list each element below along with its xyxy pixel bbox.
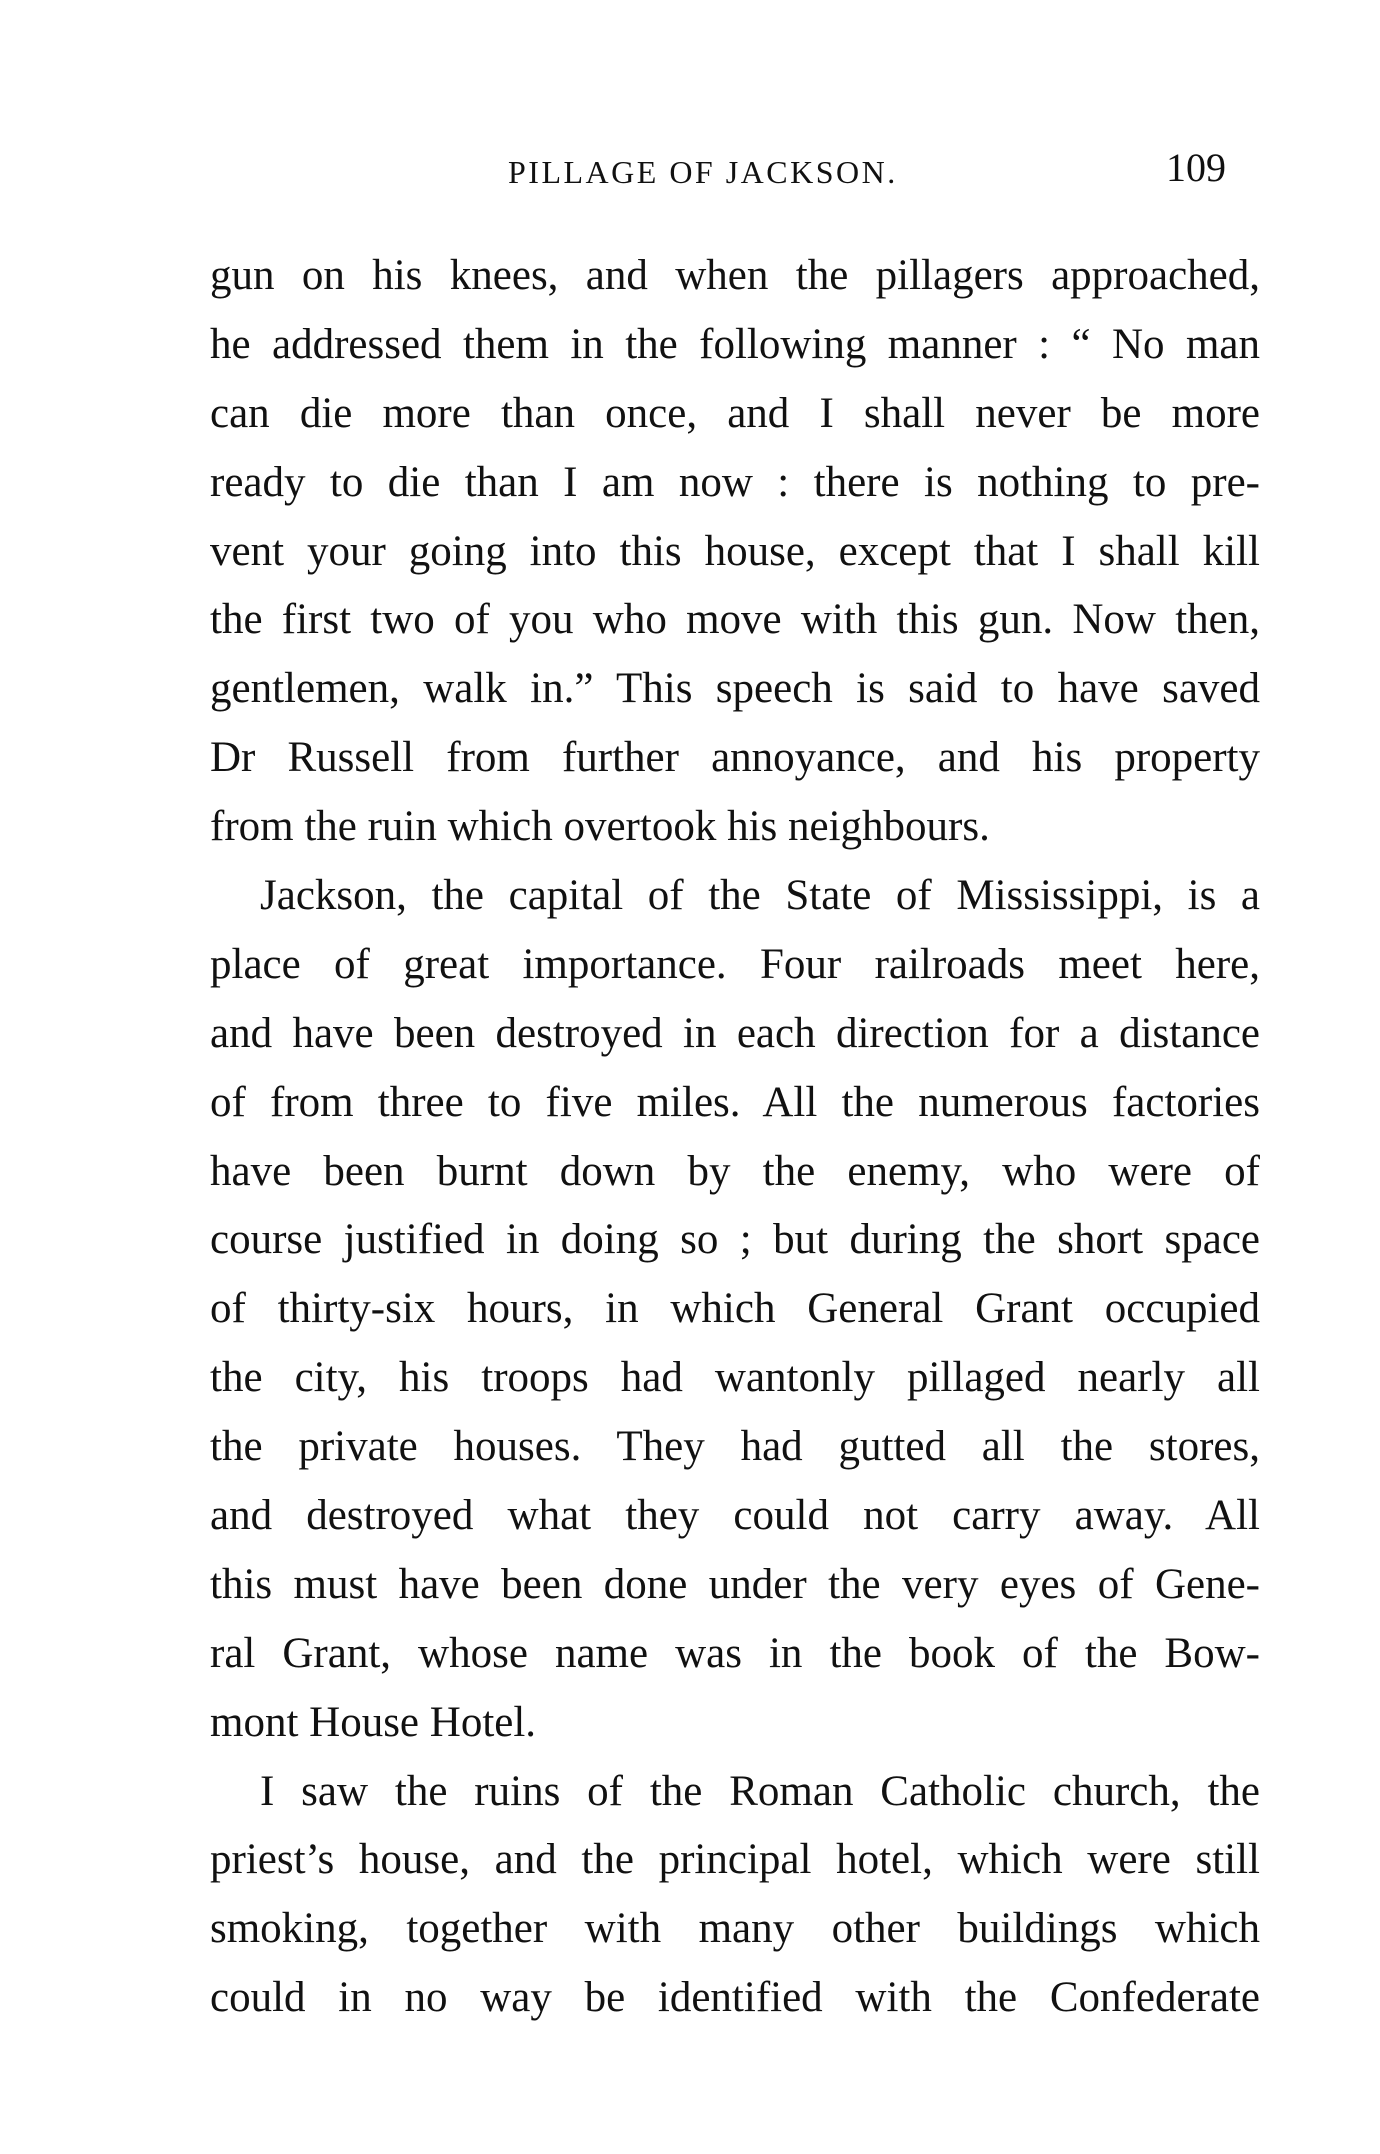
- text-line: this must have been done under the very eyes of Gene-: [210, 1560, 1260, 1608]
- text-line: ready to die than I am now : there is nothing to pre-: [210, 458, 1260, 506]
- text-line: priest’s house, and the principal hotel, which were still: [210, 1836, 1260, 1884]
- text-line: vent your going into this house, except that I shall kill: [210, 527, 1260, 575]
- text-line: ral Grant, whose name was in the book of the Bow-: [210, 1629, 1260, 1677]
- text-line: gun on his knees, and when the pillagers approached,: [210, 252, 1260, 299]
- text-line: smoking, together with many other buildings which: [210, 1905, 1260, 1953]
- text-line: the first two of you who move with this gun. Now then,: [210, 596, 1260, 644]
- text-line: place of great importance. Four railroads meet here,: [210, 940, 1260, 988]
- page-number: 109: [1166, 145, 1226, 190]
- paragraph-jackson: [210, 862, 1260, 1758]
- text-line: have been burnt down by the enemy, who were of: [210, 1147, 1260, 1195]
- text-line: the city, his troops had wantonly pillaged nearly all: [210, 1354, 1260, 1402]
- text-line: and have been destroyed in each direction for a distance: [210, 1009, 1260, 1057]
- text-line: can die more than once, and I shall never be more: [210, 389, 1260, 437]
- text-line: and destroyed what they could not carry away. All: [210, 1492, 1260, 1540]
- paragraph-continued: [210, 242, 1260, 862]
- text-line: Dr Russell from further annoyance, and his property: [210, 734, 1260, 782]
- text-line: could in no way be identified with the Confederate: [210, 1974, 1260, 2022]
- running-title: PILLAGE OF JACKSON.: [508, 154, 898, 190]
- running-head: [0, 138, 1380, 198]
- paragraph-ruins: [210, 1758, 1260, 2034]
- text-line: he addressed them in the following manner : “ No man: [210, 320, 1260, 368]
- text-line: course justified in doing so ; but during the short space: [210, 1216, 1260, 1264]
- text-line: Jackson, the capital of the State of Mississippi, is a: [260, 872, 1260, 920]
- text-line: of from three to five miles. All the numerous factories: [210, 1078, 1260, 1126]
- text-line: of thirty-six hours, in which General Grant occupied: [210, 1285, 1260, 1333]
- text-line: from the ruin which overtook his neighbours.: [210, 803, 990, 851]
- text-line: gentlemen, walk in.” This speech is said to have saved: [210, 665, 1260, 713]
- text-line: the private houses. They had gutted all the stores,: [210, 1423, 1260, 1471]
- text-line: I saw the ruins of the Roman Catholic church, the: [260, 1767, 1260, 1815]
- text-line: mont House Hotel.: [210, 1698, 537, 1746]
- body-text: [210, 242, 1260, 2033]
